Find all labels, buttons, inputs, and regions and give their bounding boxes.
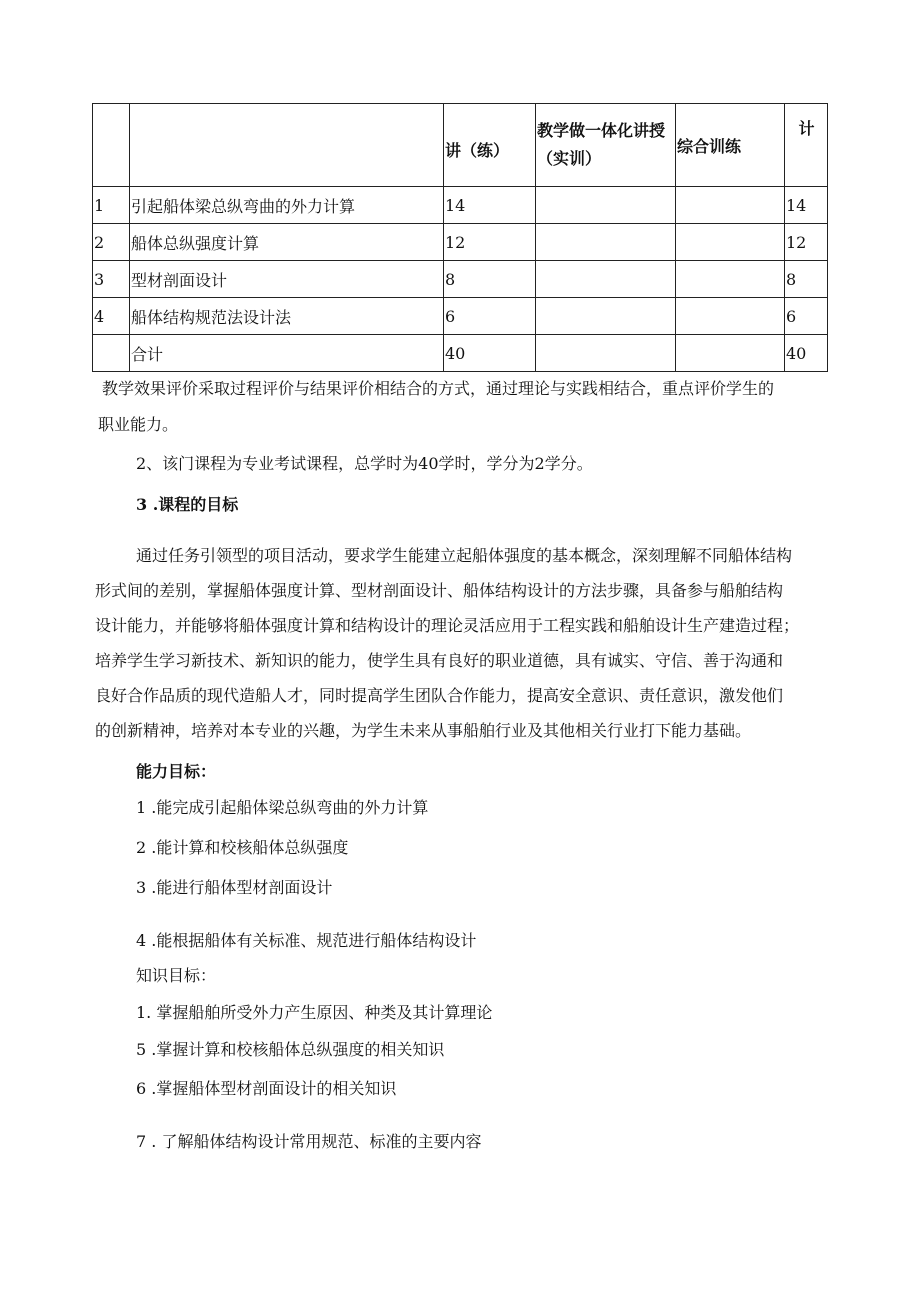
section-number: 3 (136, 495, 148, 514)
eval-paragraph-line1: 教学效果评价采取过程评价与结果评价相结合的方式，通过理论与实践相结合，重点评价学生的 (102, 379, 775, 398)
ability-text: .能完成引起船体梁总纵弯曲的外力计算 (151, 798, 429, 817)
cell-content: 船体总纵强度计算 (130, 224, 444, 261)
knowledge-heading: 知识目标： (136, 966, 217, 985)
cell-comprehensive (676, 335, 785, 372)
ability-text: .能进行船体型材剖面设计 (151, 878, 333, 897)
cell-integrated (536, 261, 676, 298)
header-integrated-line2: （实训） (537, 149, 602, 168)
cell-comprehensive (676, 298, 785, 335)
knowledge-num: 6 (136, 1079, 147, 1098)
knowledge-text: .掌握船体型材剖面设计的相关知识 (151, 1079, 397, 1098)
cell-comprehensive (676, 224, 785, 261)
table-header-row (93, 104, 828, 187)
header-content (130, 104, 444, 187)
cell-total: 12 (785, 224, 828, 261)
cell-content: 合计 (130, 335, 444, 372)
cell-integrated (536, 187, 676, 224)
table-row (93, 224, 828, 261)
goal-line-1: 通过任务引领型的项目活动，要求学生能建立起船体强度的基本概念，深刻理解不同船体结构 (136, 546, 793, 565)
cell-lecture: 40 (444, 335, 536, 372)
ability-num: 1 (136, 798, 147, 817)
ability-text: .能根据船体有关标准、规范进行船体结构设计 (151, 931, 477, 950)
ability-item-4 (136, 928, 476, 951)
cell-content: 船体结构规范法设计法 (130, 298, 444, 335)
knowledge-text: . 了解船体结构设计常用规范、标准的主要内容 (151, 1132, 482, 1151)
ability-item-2 (136, 835, 348, 858)
ability-item-3 (136, 875, 332, 898)
cell-comprehensive (676, 261, 785, 298)
ability-num: 3 (136, 878, 147, 897)
credit-paragraph: 2、该门课程为专业考试课程，总学时为40学时，学分为2学分。 (136, 454, 593, 473)
table-row (93, 298, 828, 335)
ability-item-1 (136, 795, 428, 818)
knowledge-num: 1. (136, 1003, 152, 1022)
knowledge-item-1 (136, 1000, 492, 1023)
cell-no (93, 335, 130, 372)
course-hours-table (92, 103, 828, 372)
knowledge-text: .掌握计算和校核船体总纵强度的相关知识 (151, 1040, 445, 1059)
cell-lecture: 14 (444, 187, 536, 224)
cell-total: 40 (785, 335, 828, 372)
cell-integrated (536, 224, 676, 261)
eval-paragraph-line2: 职业能力。 (98, 415, 179, 434)
cell-total: 14 (785, 187, 828, 224)
header-integrated (536, 104, 676, 187)
cell-no: 3 (93, 261, 130, 298)
goal-line-6: 的创新精神，培养对本专业的兴趣，为学生未来从事船舶行业及其他相关行业打下能力基础。 (95, 721, 752, 740)
knowledge-num: 5 (136, 1040, 147, 1059)
goal-line-4: 培养学生学习新技术、新知识的能力，使学生具有良好的职业道德，具有诚实、守信、善于沟通和 (95, 651, 784, 670)
cell-no: 2 (93, 224, 130, 261)
knowledge-text: 掌握船舶所受外力产生原因、种类及其计算理论 (156, 1003, 493, 1022)
goal-line-5: 良好合作品质的现代造船人才，同时提高学生团队合作能力，提高安全意识、责任意识，激发他们 (95, 686, 784, 705)
goal-line-2: 形式间的差别，掌握船体强度计算、型材剖面设计、船体结构设计的方法步骤，具备参与船舶结构 (95, 581, 784, 600)
cell-integrated (536, 335, 676, 372)
goal-line-3: 设计能力，并能够将船体强度计算和结构设计的理论灵活应用于工程实践和船舶设计生产建造过程； (95, 616, 800, 635)
section-heading (136, 492, 238, 515)
cell-content: 引起船体梁总纵弯曲的外力计算 (130, 187, 444, 224)
cell-no: 1 (93, 187, 130, 224)
cell-lecture: 12 (444, 224, 536, 261)
cell-total: 8 (785, 261, 828, 298)
knowledge-item-2 (136, 1037, 444, 1060)
knowledge-item-3 (136, 1076, 396, 1099)
cell-total: 6 (785, 298, 828, 335)
header-lecture: 讲（练） (444, 104, 536, 187)
cell-integrated (536, 298, 676, 335)
cell-lecture: 6 (444, 298, 536, 335)
header-integrated-line1: 教学做一体化讲授 (537, 121, 666, 140)
header-total: 计 (785, 104, 828, 187)
section-title: .课程的目标 (152, 495, 239, 514)
ability-heading: 能力目标： (136, 762, 217, 781)
cell-no: 4 (93, 298, 130, 335)
table-row (93, 187, 828, 224)
knowledge-item-4 (136, 1129, 481, 1152)
table-row (93, 261, 828, 298)
table-row-sum (93, 335, 828, 372)
ability-num: 4 (136, 931, 147, 950)
header-no (93, 104, 130, 187)
cell-content: 型材剖面设计 (130, 261, 444, 298)
cell-lecture: 8 (444, 261, 536, 298)
ability-num: 2 (136, 838, 147, 857)
ability-text: .能计算和校核船体总纵强度 (151, 838, 349, 857)
header-comprehensive: 综合训练 (676, 104, 785, 187)
knowledge-num: 7 (136, 1132, 147, 1151)
cell-comprehensive (676, 187, 785, 224)
